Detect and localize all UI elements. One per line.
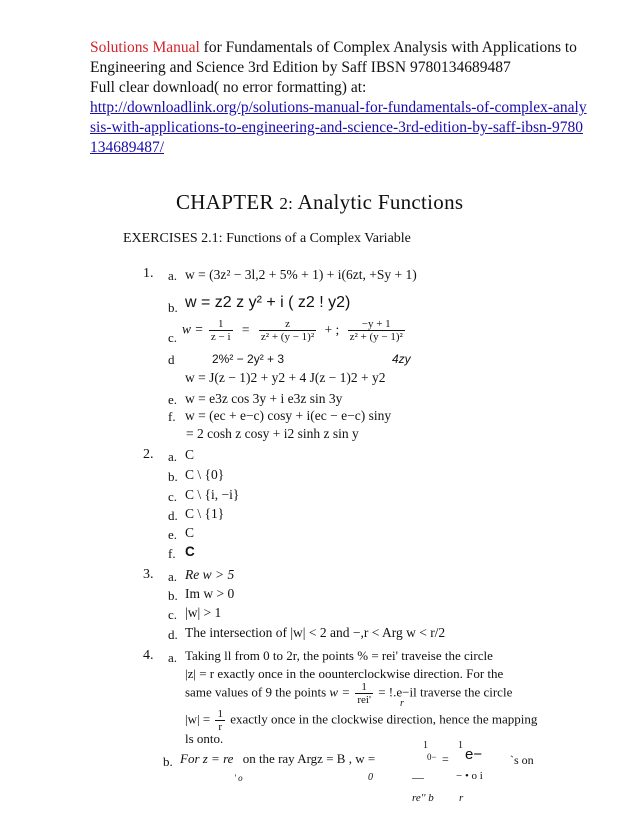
problem-4b-frac1-num: 1 bbox=[423, 740, 428, 751]
header-title bbox=[90, 38, 610, 78]
problem-3a-text: Re w > 5 bbox=[185, 567, 235, 582]
problem-3d-label: d. bbox=[168, 627, 178, 642]
problem-2f-text: C bbox=[185, 544, 195, 559]
frac1-den: z − i bbox=[210, 331, 231, 343]
problem-2b-label: b. bbox=[168, 469, 178, 484]
problem-4b-fragment-b: 0 bbox=[368, 772, 373, 783]
problem-1c-fraction-2 bbox=[259, 318, 316, 343]
frac2-den: z² + (y − 1)² bbox=[260, 331, 315, 343]
problem-1a-label: a. bbox=[168, 268, 178, 283]
problem-1c-fraction-3 bbox=[348, 318, 405, 343]
problem-2e-text: C bbox=[185, 525, 195, 540]
problem-4a-line-3-fraction bbox=[355, 681, 373, 706]
problem-4b-frac1-den: 0− bbox=[427, 752, 437, 762]
problem-1d-fragment-2: 4zy bbox=[392, 352, 411, 366]
chapter-title: Analytic Functions bbox=[297, 190, 464, 214]
problem-4b-label: b. bbox=[163, 754, 173, 769]
problem-2c-label: c. bbox=[168, 489, 178, 504]
problem-4a-line-5: ls onto. bbox=[185, 731, 224, 746]
problem-4b-line-1-start: For z = re bbox=[180, 751, 234, 766]
problem-4a-line-4-fraction bbox=[215, 708, 225, 733]
problem-4b-line-1-mid: on the ray Argz = B , w = bbox=[242, 751, 376, 766]
download-link[interactable]: http://downloadlink.org/p/solutions-manual-for-fundamentals-of-complex-analysis-with-applications-to-engineering-and-science-3rd-edition-by-saff-ibsn-9780134689487/ bbox=[90, 99, 587, 156]
chapter-prefix: CHAPTER bbox=[176, 190, 274, 214]
chapter-heading bbox=[176, 190, 463, 215]
problem-4a-line-3-w: w = bbox=[329, 684, 351, 700]
problem-1f-text-1: w = (ec + e−c) cosy + i(ec − e−c) siny bbox=[185, 408, 392, 423]
problem-2c-text: C \ {i, −i} bbox=[185, 487, 240, 502]
problem-1c-fraction-1 bbox=[209, 318, 233, 343]
problem-1f-text-2: = 2 cosh z cosy + i2 sinh z sin y bbox=[186, 426, 359, 441]
frac3-den: z² + (y − 1)² bbox=[349, 331, 403, 343]
problem-1d-label: d bbox=[168, 352, 175, 367]
problem-2f-label: f. bbox=[168, 546, 176, 561]
problem-1c-lhs: w = bbox=[182, 321, 204, 337]
header-block bbox=[90, 38, 610, 158]
problem-4a-label: a. bbox=[168, 650, 178, 665]
problem-4b-fragment-d: − • o i bbox=[456, 770, 483, 782]
problem-4a-line-3-sub: r bbox=[400, 698, 404, 709]
problem-1b-label: b. bbox=[168, 300, 178, 315]
frac1-num: 1 bbox=[209, 318, 233, 331]
problem-3a-label: a. bbox=[168, 569, 178, 584]
problem-4b-frac2-num: 1 bbox=[458, 740, 463, 751]
problem-3b-text: Im w > 0 bbox=[185, 586, 235, 601]
header-title-rest: for Fundamentals of Complex Analysis with Applications to Engineering and Science 3rd Edition by Saff IBSN 9780134689487 bbox=[90, 39, 577, 76]
problem-1f-label: f. bbox=[168, 409, 176, 424]
chapter-number: 2: bbox=[279, 194, 294, 213]
problem-2d-text: C \ {1} bbox=[185, 506, 225, 521]
problem-4-number: 4. bbox=[143, 648, 154, 663]
problem-4b-line-1-tail: `s on bbox=[510, 753, 534, 767]
problem-1e-label: e. bbox=[168, 392, 178, 407]
problem-1d-fragment-1: 2%² − 2y² + 3 bbox=[212, 352, 285, 366]
problem-4a-line-4-end: exactly once in the clockwise direction, hence the mapping bbox=[230, 711, 538, 727]
problem-4a-line-3-start: same values of 9 the points bbox=[185, 684, 327, 700]
problem-4b-fragment-a: ' o bbox=[234, 773, 243, 783]
problem-4b-line-1 bbox=[180, 751, 381, 767]
problem-1c-formula: w = $\frac{1}{z - i}$ = $\frac{z}{\text{z² + (y − 1)²}}$ + ; $\frac{-y + 1}{\text{z² + (y − 1)²}}$ bbox=[182, 318, 403, 343]
problem-1c-label: c. bbox=[168, 330, 178, 345]
problem-4a-line-3-end: = !.e−il traverse the circle bbox=[378, 684, 513, 700]
problem-4b-fragment-f: r bbox=[459, 792, 464, 804]
problem-4a-line-3 bbox=[185, 681, 512, 706]
p4a-frac-den: rei' bbox=[357, 694, 371, 706]
problem-4b-fragment-c: — bbox=[412, 770, 424, 784]
problem-3-number: 3. bbox=[143, 567, 154, 582]
header-title-red: Solutions Manual bbox=[90, 39, 200, 56]
p4a-frac2-num: 1 bbox=[217, 708, 223, 720]
problem-1-number: 1. bbox=[143, 266, 154, 281]
problem-2a-label: a. bbox=[168, 449, 178, 464]
problem-4b-eq: = bbox=[442, 752, 449, 766]
problem-2e-label: e. bbox=[168, 527, 178, 542]
problem-2d-label: d. bbox=[168, 508, 178, 523]
problem-3d-text: The intersection of |w| < 2 and −,r < Arg w < r/2 bbox=[185, 625, 446, 640]
problem-4a-line-1: Taking ll from 0 to 2r, the points % = rei' traveise the circle bbox=[185, 648, 493, 663]
problem-2-number: 2. bbox=[143, 447, 154, 462]
problem-3c-label: c. bbox=[168, 607, 178, 622]
problem-3b-label: b. bbox=[168, 588, 178, 603]
problem-1d-text: w = J(z − 1)2 + y2 + 4 J(z − 1)2 + y2 bbox=[185, 370, 386, 385]
problem-1a-text: w = (3z² − 3l,2 + 5% + 1) + i(6zt, +Sy + 1) bbox=[185, 267, 417, 282]
frac2-num: z bbox=[259, 318, 316, 331]
frac3-num: −y + 1 bbox=[348, 318, 405, 331]
problem-4a-line-4 bbox=[185, 708, 537, 733]
problem-1e-text: w = e3z cos 3y + i e3z sin 3y bbox=[185, 391, 343, 406]
p4a-frac2-den: r bbox=[218, 721, 223, 733]
p4a-frac-num: 1 bbox=[355, 681, 373, 694]
exercises-heading: EXERCISES 2.1: Functions of a Complex Variable bbox=[123, 231, 411, 246]
problem-4b-line-1-end: e− bbox=[465, 746, 483, 763]
problem-4a-line-4-start: |w| = bbox=[185, 711, 211, 727]
problem-4a-line-2: |z| = r exactly once in the oounterclockwise direction. For the bbox=[185, 666, 504, 681]
problem-2a-text: C bbox=[185, 447, 195, 462]
problem-4b-fragment-e: re'' b bbox=[412, 792, 434, 804]
problem-2b-text: C \ {0} bbox=[185, 467, 225, 482]
problem-1b-text: w = z2 z y² + i ( z2 ! y2) bbox=[185, 294, 351, 311]
problem-3c-text: |w| > 1 bbox=[185, 605, 222, 620]
download-note: Full clear download( no error formatting) at: bbox=[90, 79, 367, 96]
